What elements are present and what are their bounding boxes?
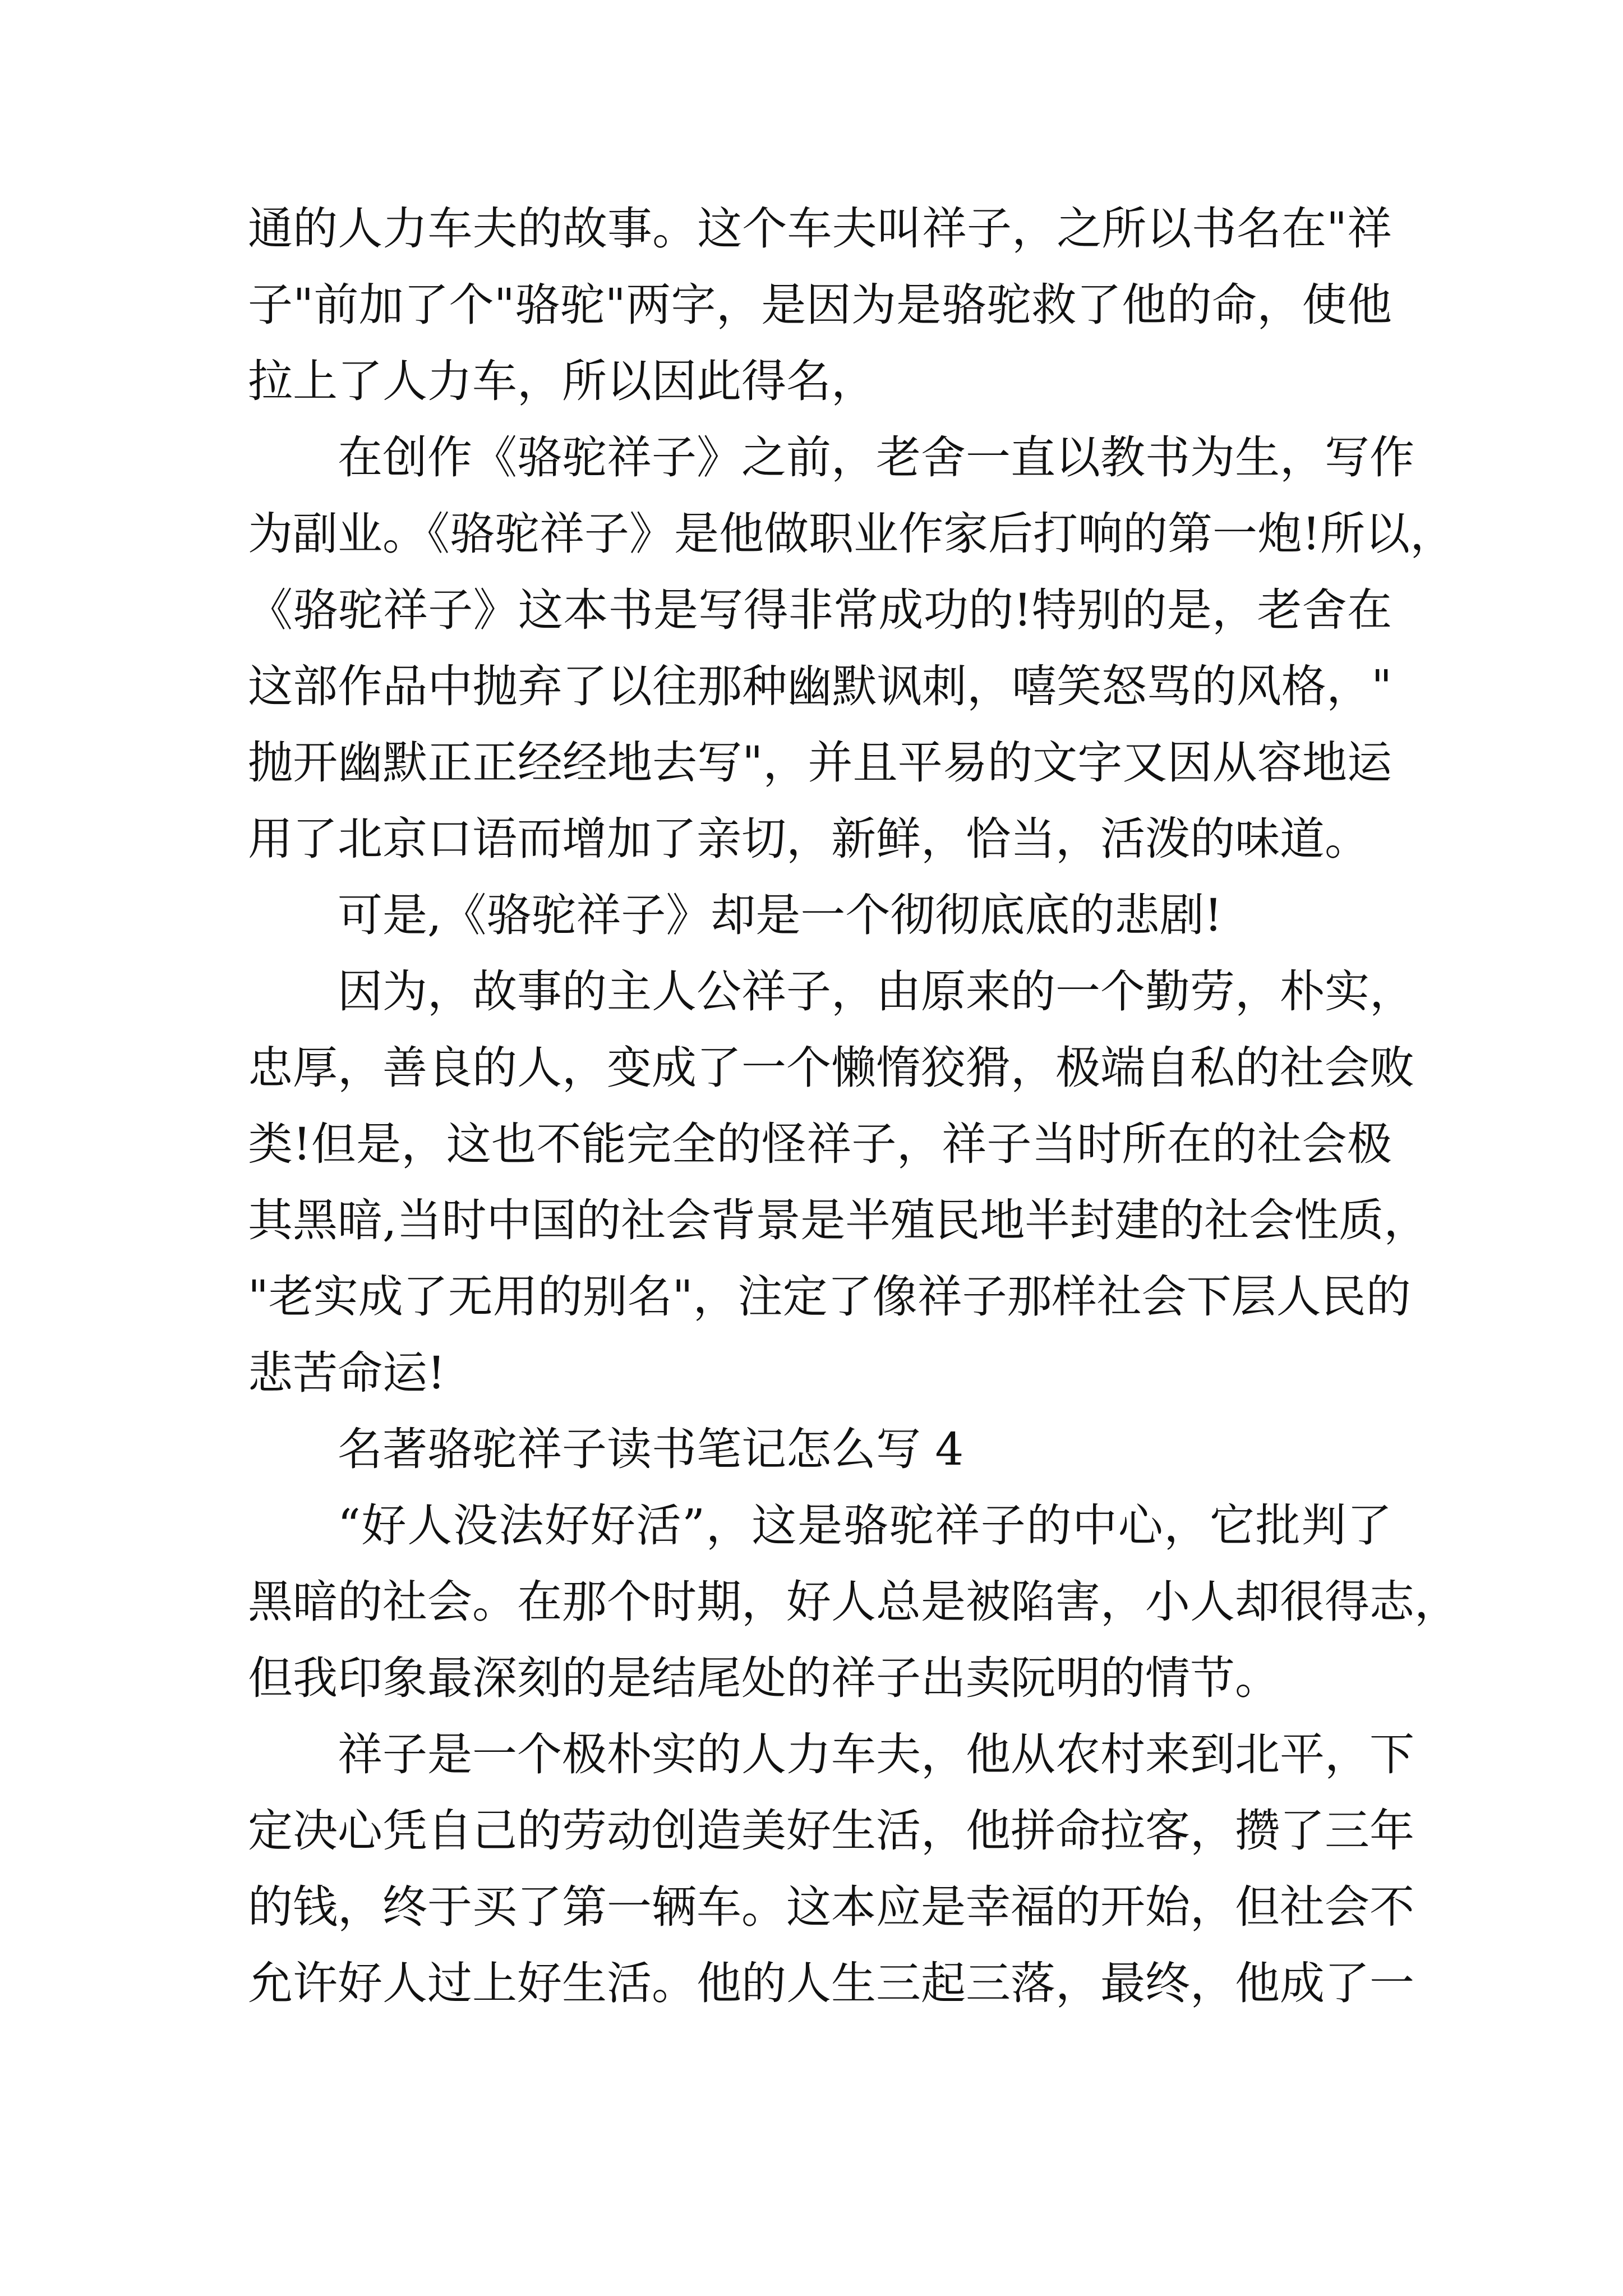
- text-line: 定决心凭自己的劳动创造美好生活，他拼命拉客，攒了三年: [248, 1805, 1414, 1857]
- text-line: 子"前加了个"骆驼"两字，是因为是骆驼救了他的命，使他: [248, 279, 1392, 331]
- text-line: 悲苦命运!: [248, 1347, 446, 1399]
- text-line: 的钱，终于买了第一辆车。这本应是幸福的开始，但社会不: [248, 1881, 1414, 1933]
- text-line: 因为，故事的主人公祥子，由原来的一个勤劳，朴实，: [338, 965, 1414, 1018]
- text-line: “好人没法好好活”，这是骆驼祥子的中心，它批判了: [338, 1499, 1392, 1552]
- text-line: 《骆驼祥子》这本书是写得非常成功的!特别的是，老舍在: [248, 584, 1392, 636]
- document-body: [248, 191, 1459, 2022]
- text-line: 祥子是一个极朴实的人力车夫，他从农村来到北平，下: [338, 1728, 1414, 1780]
- text-line: 抛开幽默正正经经地去写"，并且平易的文字又因从容地运: [248, 737, 1392, 789]
- text-line: 忠厚，善良的人，变成了一个懒惰狡猾，极端自私的社会败: [248, 1042, 1414, 1094]
- text-line: 拉上了人力车，所以因此得名，: [248, 355, 876, 407]
- text-line: "老实成了无用的别名"，注定了像祥子那样社会下层人民的: [248, 1271, 1411, 1323]
- text-line: 但我印象最深刻的是结尾处的祥子出卖阮明的情节。: [248, 1652, 1280, 1704]
- text-line: 通的人力车夫的故事。这个车夫叫祥子，之所以书名在"祥: [248, 203, 1392, 255]
- text-line: 其黑暗,当时中国的社会背景是半殖民地半封建的社会性质，: [248, 1194, 1429, 1246]
- text-line: 可是,《骆驼祥子》却是一个彻彻底底的悲剧!: [338, 889, 1223, 941]
- text-line: 用了北京口语而增加了亲切，新鲜，恰当，活泼的味道。: [248, 813, 1370, 865]
- section-heading: 名著骆驼祥子读书笔记怎么写 4: [338, 1423, 964, 1475]
- text-line: 为副业。《骆驼祥子》是他做职业作家后打响的第一炮!所以，: [248, 508, 1455, 560]
- text-line: 允许好人过上好生活。他的人生三起三落，最终，他成了一: [248, 1957, 1414, 2009]
- text-line: 类!但是，这也不能完全的怪祥子，祥子当时所在的社会极: [248, 1118, 1392, 1170]
- text-line: 黑暗的社会。在那个时期，好人总是被陷害，小人却很得志，: [248, 1576, 1459, 1628]
- text-line: 这部作品中抛弃了以往那种幽默讽刺，嘻笑怒骂的风格，": [248, 660, 1392, 712]
- text-line: 在创作《骆驼祥子》之前，老舍一直以教书为生，写作: [338, 431, 1414, 484]
